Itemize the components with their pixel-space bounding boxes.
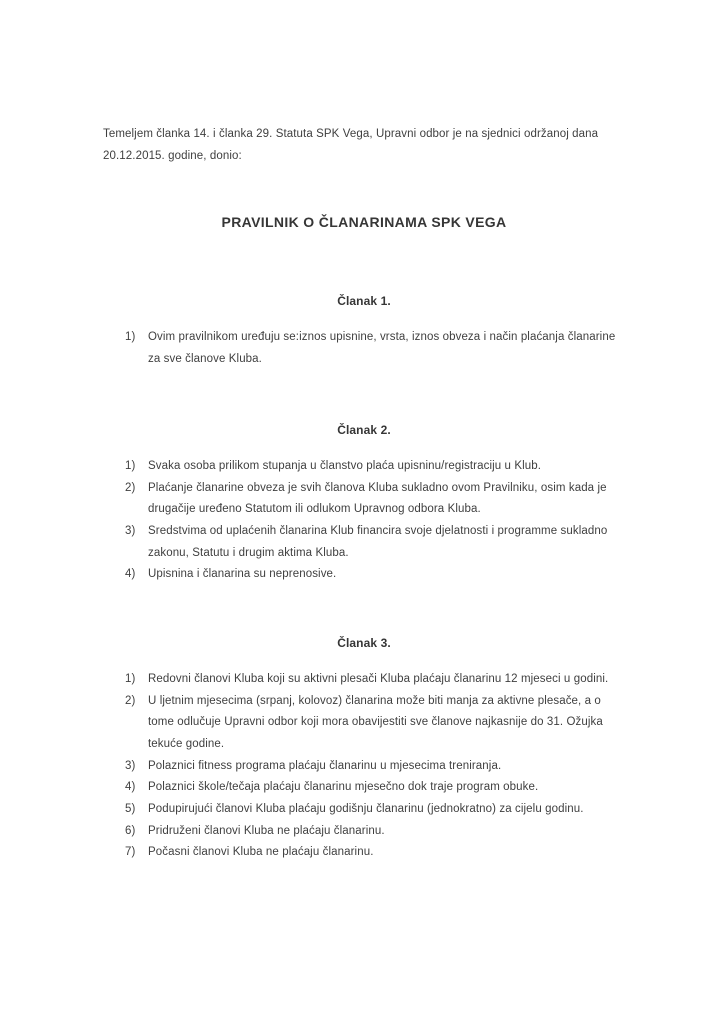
item-number: 2) bbox=[125, 481, 136, 494]
item-text: Sredstvima od uplaćenih članarina Klub financira svoje djelatnosti i programme sukladno zakonu, Statutu i drugim aktima Kluba. bbox=[148, 525, 608, 559]
item-number: 2) bbox=[125, 694, 136, 707]
item-number: 4) bbox=[125, 781, 136, 794]
item-number: 1) bbox=[125, 330, 136, 343]
list-item bbox=[125, 456, 625, 478]
item-number: 3) bbox=[125, 759, 136, 772]
list-item bbox=[125, 821, 625, 843]
list-item bbox=[125, 842, 625, 864]
item-text: Pridruženi članovi Kluba ne plaćaju članarinu. bbox=[148, 824, 385, 837]
article-clanak-1-items bbox=[103, 327, 625, 370]
item-text: Polaznici škole/tečaja plaćaju članarinu mjesečno dok traje program obuke. bbox=[148, 781, 539, 794]
intro-paragraph: Temeljem članka 14. i članka 29. Statuta SPK Vega, Upravni odbor je na sjednici održanoj dana 20.12.2015. godine, donio: bbox=[103, 128, 599, 162]
item-number: 6) bbox=[125, 824, 136, 837]
list-item bbox=[125, 799, 625, 821]
article-clanak-1-heading: Članak 1. bbox=[337, 294, 391, 309]
item-text: Plaćanje članarine obveza je svih članova Kluba sukladno ovom Pravilniku, osim kada je drugačije uređeno Statutom ili odlukom Upravnog odbora Kluba. bbox=[148, 481, 607, 516]
list-item bbox=[125, 756, 625, 778]
item-number: 5) bbox=[125, 803, 136, 816]
item-number: 1) bbox=[125, 672, 136, 685]
article-clanak-2-items bbox=[103, 456, 625, 586]
list-item bbox=[125, 691, 625, 756]
item-text: Upisnina i članarina su neprenosive. bbox=[148, 568, 337, 581]
article-clanak-3 bbox=[103, 633, 625, 864]
item-text: Svaka osoba prilikom stupanja u članstvo plaća upisninu/registraciju u Klub. bbox=[148, 459, 542, 472]
list-item bbox=[125, 478, 625, 521]
article-clanak-2 bbox=[103, 420, 625, 586]
list-item bbox=[125, 521, 625, 564]
item-text: Redovni članovi Kluba koji su aktivni plesači Kluba plaćaju članarinu 12 mjeseci u godini. bbox=[148, 672, 609, 685]
article-clanak-2-heading: Članak 2. bbox=[337, 423, 391, 438]
document-title: PRAVILNIK O ČLANARINAMA SPK VEGA bbox=[221, 214, 507, 231]
list-item bbox=[125, 564, 625, 586]
list-item bbox=[125, 327, 625, 370]
list-item bbox=[125, 669, 625, 691]
article-clanak-1 bbox=[103, 291, 625, 370]
item-number: 3) bbox=[125, 525, 136, 538]
item-text: Počasni članovi Kluba ne plaćaju članarinu. bbox=[148, 846, 374, 859]
item-number: 4) bbox=[125, 568, 136, 581]
article-clanak-3-heading: Članak 3. bbox=[337, 636, 391, 651]
item-number: 7) bbox=[125, 846, 136, 859]
item-number: 1) bbox=[125, 459, 136, 472]
article-clanak-3-items bbox=[103, 669, 625, 864]
item-text: Polaznici fitness programa plaćaju članarinu u mjesecima treniranja. bbox=[148, 759, 502, 772]
item-text: U ljetnim mjesecima (srpanj, kolovoz) članarina može biti manja za aktivne plesače, a o tome odlučuje Upravni odbor koji mora obavijestiti sve članove najkasnije do 31. Ožujka tekuće godine. bbox=[148, 694, 603, 750]
item-text: Podupirujući članovi Kluba plaćaju godišnju članarinu (jednokratno) za cijelu godinu. bbox=[148, 803, 584, 816]
list-item bbox=[125, 777, 625, 799]
item-text: Ovim pravilnikom uređuju se:iznos upisnine, vrsta, iznos obveza i način plaćanja članarine za sve članove Kluba. bbox=[148, 330, 616, 365]
